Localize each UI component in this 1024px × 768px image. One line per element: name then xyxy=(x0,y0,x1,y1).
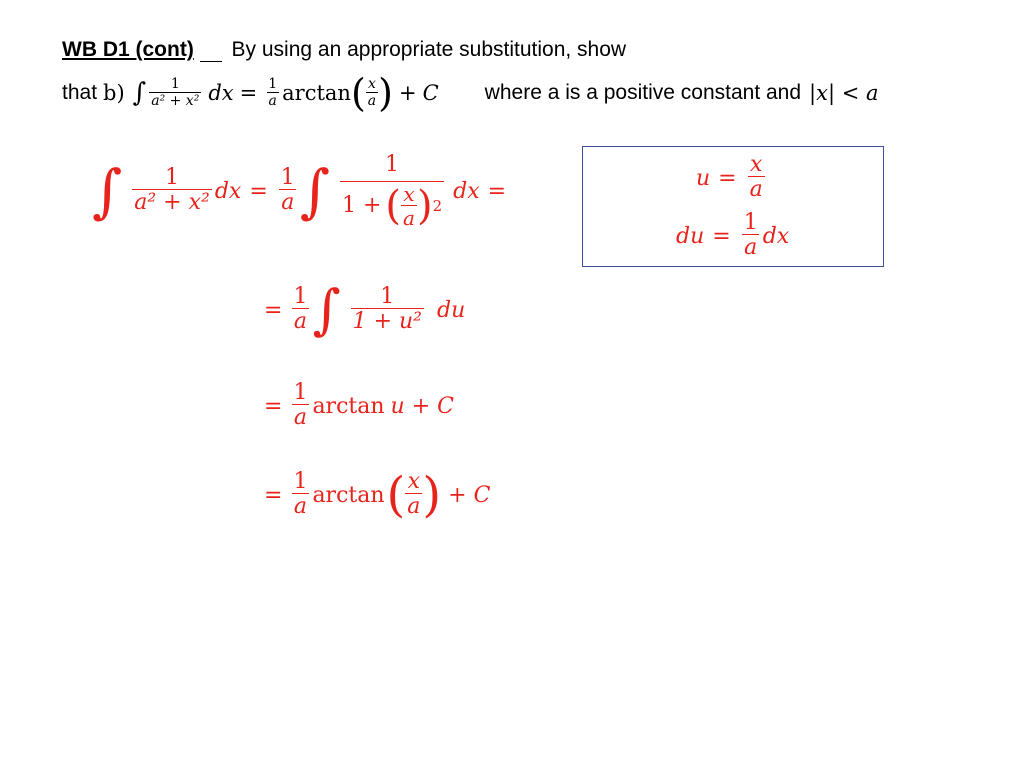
step2-one-over-a: $\frac{1}{a}$ xyxy=(293,284,308,335)
working-step-4: = $\frac{1}{a}$ arctan ( $\frac{x}{a}$ ) + C xyxy=(264,467,491,523)
statement-equals: = xyxy=(239,81,258,105)
step2-integrand-fraction: $\frac{1}{\text{1 + u²}}$ xyxy=(352,284,422,335)
substitution-x-over-a: $\frac{x}{a}$ xyxy=(749,152,763,203)
statement-condition-math: |x| < a xyxy=(809,81,879,105)
worksheet-code: WB D1 (cont) xyxy=(62,38,194,61)
step1-dx: dx xyxy=(214,178,242,204)
step2-integral-sign: ∫ xyxy=(312,278,341,341)
step1-equals-a: = xyxy=(249,178,268,204)
step4-arctan: arctan xyxy=(312,482,385,508)
step1-integral-sign-2: ∫ xyxy=(299,157,330,225)
statement-integrand-fraction: $\frac{1}{\text{a² + x²}}$ xyxy=(151,75,200,109)
heading-prompt: By using an appropriate substitution, show xyxy=(231,38,627,61)
step2-du: du xyxy=(436,297,466,323)
step3-one-over-a: $\frac{1}{a}$ xyxy=(293,380,308,431)
step1-equals-b: = xyxy=(487,178,507,204)
step3-constant: C xyxy=(437,393,454,419)
step1-dx-2: dx xyxy=(453,178,480,204)
step4-constant: C xyxy=(473,482,491,508)
step4-x-over-a: $\frac{x}{a}$ xyxy=(407,469,421,520)
problem-statement xyxy=(62,66,879,120)
step4-one-over-a: $\frac{1}{a}$ xyxy=(293,469,308,520)
statement-open-paren: ( xyxy=(350,71,366,115)
statement-condition-text: where a is a positive constant and xyxy=(484,81,802,104)
statement-dx: dx xyxy=(208,81,234,105)
statement-integral-sign: ∫ xyxy=(132,78,147,108)
statement-arctan: arctan xyxy=(282,81,351,105)
statement-constant: C xyxy=(422,81,439,105)
substitution-u-line: u = $\frac{x}{a}$ xyxy=(696,152,763,203)
statement-plus: + xyxy=(398,81,417,105)
step1-one-over-a: $\frac{1}{a}$ xyxy=(280,165,295,216)
slide-heading xyxy=(62,38,626,62)
statement-one-over-a: $\frac{1}{a}$ xyxy=(268,75,278,109)
step3-arctan: arctan xyxy=(312,393,385,419)
working-step-1 xyxy=(92,140,506,242)
statement-close-paren: ) xyxy=(378,71,393,115)
step1-integrand-fraction: $\frac{1}{\text{a² + x²}}$ xyxy=(134,165,210,216)
substitution-du-line: du = $\frac{1}{a}$ dx xyxy=(676,210,790,261)
working-step-2: = $\frac{1}{a}$ ∫ $\frac{1}{\text{1 + u²}}$ du xyxy=(264,278,466,341)
step1-inner-fraction: 1 1 + ( $\frac{x}{a}$ ) 2 xyxy=(341,152,443,230)
statement-x-over-a: $\frac{x}{a}$ xyxy=(367,75,377,109)
statement-part-label: b) xyxy=(103,81,125,105)
substitution-one-over-a: $\frac{1}{a}$ xyxy=(743,210,758,261)
heading-underline-gap xyxy=(200,43,222,62)
step1-integral-sign: ∫ xyxy=(92,157,123,225)
statement-lead: that xyxy=(62,81,98,104)
working-step-3: = $\frac{1}{a}$ arctan u + C xyxy=(264,380,454,431)
